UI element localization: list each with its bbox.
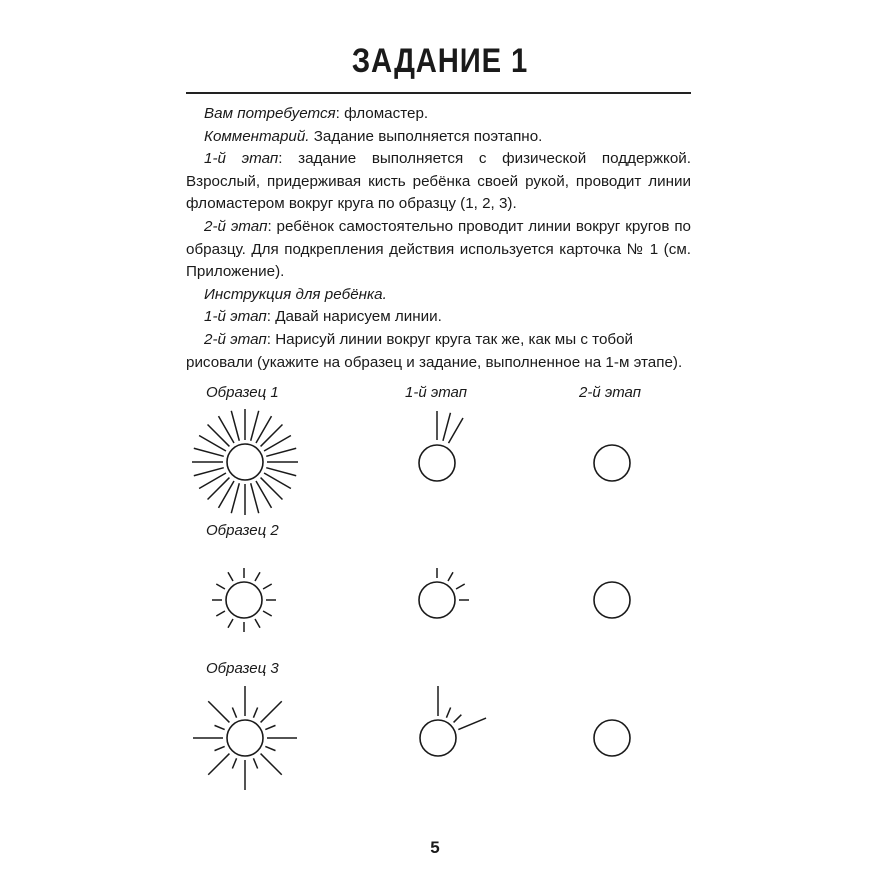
sample1-ray-2: [264, 436, 291, 452]
sample1-circle: [227, 444, 263, 480]
sample3-short-ray-5: [232, 758, 236, 768]
sample1-ray-10: [199, 436, 226, 452]
sample1-ray-7: [231, 411, 239, 441]
label-stage-1: 1-й этап: [405, 384, 467, 401]
sample3-short-ray-2: [232, 708, 236, 718]
sample1-ray-5: [251, 411, 259, 441]
stage1-text: : задание выполняется с физической поддержкой. Взрослый, придерживая кисть ребёнка своей рукой, проводит линии фломастером вокруг круга по образцу (1, 2, 3).: [186, 150, 691, 213]
page-number: 5: [430, 838, 440, 857]
stage1-row3-short-ray-1: [446, 708, 450, 718]
sample2-ray-1: [263, 584, 272, 589]
child-stage1-text: : Давай нарисуем линии.: [266, 308, 442, 326]
sample1-ray-4: [256, 416, 272, 443]
sample3-short-ray-4: [215, 746, 225, 750]
label-sample-1: Образец 1: [206, 384, 279, 401]
stage1-row2-ray-1: [456, 584, 465, 589]
child-instruction-label: Инструкция для ребёнка.: [204, 285, 387, 303]
sample2-ray-10: [255, 619, 260, 628]
stage1-row3-circle: [420, 720, 456, 756]
sample3-short-ray-1: [253, 708, 257, 718]
stage1-label: 1-й этап: [204, 150, 279, 168]
stage1-row2-circle: [419, 582, 455, 618]
child-stage2-label: 2-й этап: [204, 330, 267, 348]
sample3-circle: [227, 720, 263, 756]
stage1-row1-ray-0: [449, 418, 464, 443]
stage2-row2-circle: [594, 582, 630, 618]
sample3-long-ray-5: [208, 754, 229, 775]
sample1-ray-14: [199, 473, 226, 489]
sample1-ray-21: [261, 478, 283, 500]
sample3-long-ray-7: [261, 754, 282, 775]
sample3-short-ray-7: [265, 746, 275, 750]
sample1-ray-8: [219, 416, 235, 443]
sample1-ray-1: [266, 448, 296, 456]
sample1-ray-11: [194, 448, 224, 456]
materials-text: : фломастер.: [335, 105, 429, 122]
stage2-label: 2-й этап: [204, 217, 268, 235]
sample1-ray-15: [208, 478, 230, 500]
sample2-ray-11: [263, 611, 272, 616]
stage1-row3-short-ray-0: [454, 715, 462, 723]
sample2-ray-2: [255, 572, 260, 581]
label-sample-3: Образец 3: [206, 660, 279, 677]
label-stage-2: 2-й этап: [579, 384, 641, 401]
sample2-circle: [226, 582, 262, 618]
sample1-ray-9: [208, 425, 230, 447]
sample3-short-ray-3: [215, 725, 225, 729]
sample2-ray-7: [216, 611, 225, 616]
stage1-row1-ray-1: [443, 413, 451, 441]
stage1-row3-long-ray-0: [458, 718, 486, 729]
child-stage2-text: : Нарисуй линии вокруг круга так же, как мы с тобой рисовали (укажите на образец и задание, выполненное на 1-м этапе).: [186, 330, 683, 371]
sample2-ray-4: [228, 572, 233, 581]
sample2-ray-8: [228, 619, 233, 628]
sample3-long-ray-3: [208, 701, 229, 722]
child-stage1-label: 1-й этап: [204, 308, 267, 326]
sample1-ray-16: [219, 481, 235, 508]
sample1-ray-17: [231, 483, 239, 513]
sample3-short-ray-6: [253, 758, 257, 768]
sample1-ray-19: [251, 483, 259, 513]
sample1-ray-20: [256, 481, 272, 508]
stage1-row2-ray-2: [448, 572, 453, 581]
materials-label: Вам потребуется: [204, 105, 336, 122]
page-title: ЗАДАНИЕ 1: [351, 42, 529, 80]
stage2-text: : ребёнок самостоятельно проводит линии вокруг кругов по образцу. Для подкрепления действия используется карточка № 1 (см. Приложение).: [186, 217, 691, 281]
sample1-ray-3: [261, 425, 283, 447]
sample2-ray-5: [216, 584, 225, 589]
comment-label: Комментарий.: [204, 127, 310, 145]
sample3-short-ray-0: [265, 725, 275, 729]
stage2-row1-circle: [594, 445, 630, 481]
stage1-row1-circle: [419, 445, 455, 481]
sample1-ray-13: [194, 468, 224, 476]
sample1-ray-22: [264, 473, 291, 489]
sample1-ray-23: [266, 468, 296, 476]
sample3-long-ray-1: [261, 701, 282, 722]
label-sample-2: Образец 2: [206, 522, 279, 539]
stage2-row3-circle: [594, 720, 630, 756]
comment-text: Задание выполняется поэтапно.: [309, 127, 543, 145]
